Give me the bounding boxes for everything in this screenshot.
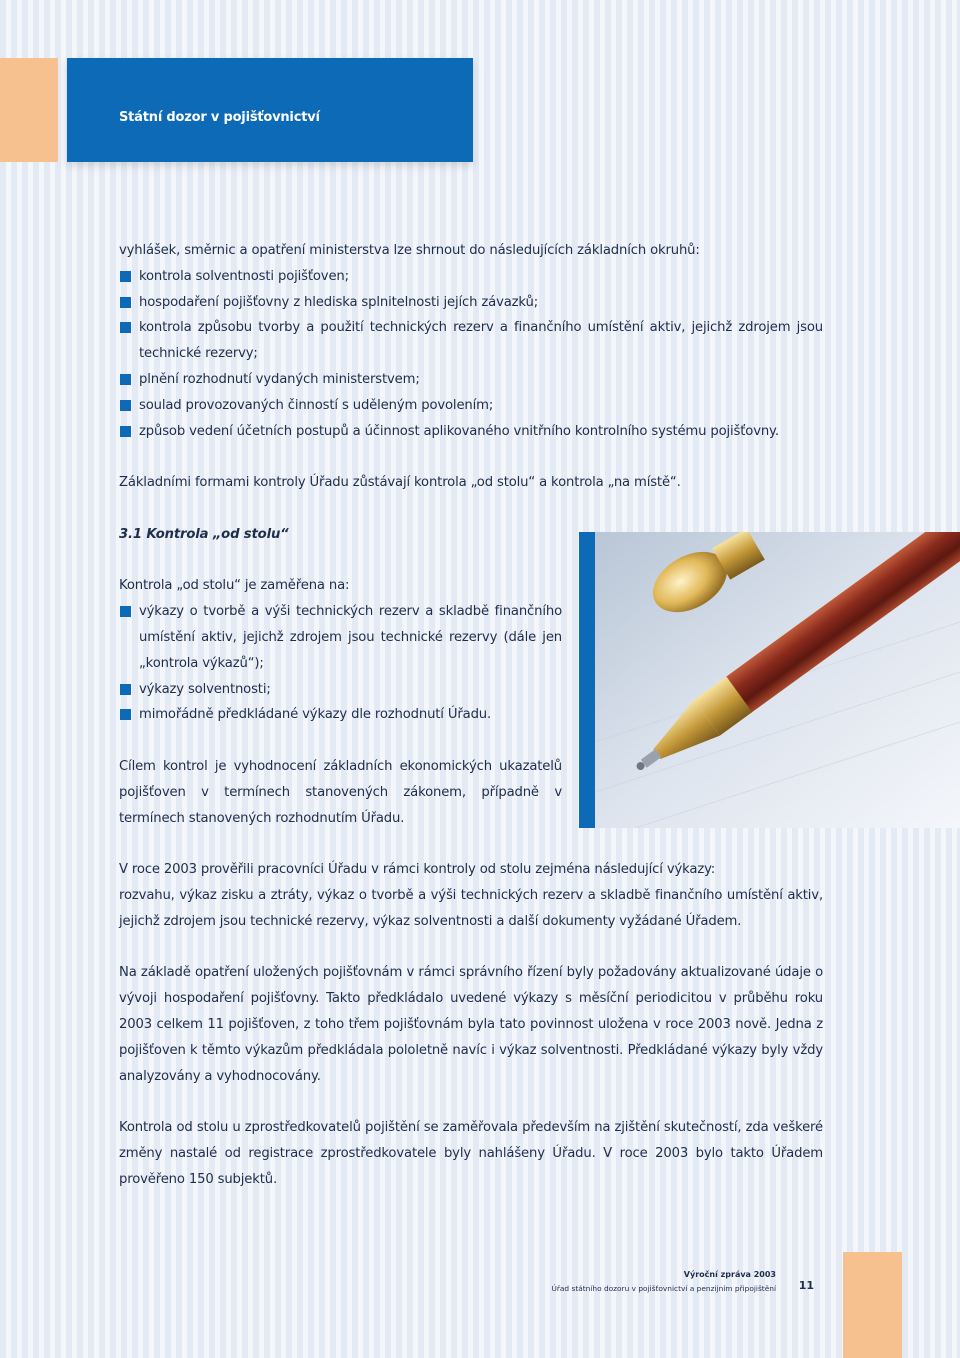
- intro-text: vyhlášek, směrnic a opatření ministerstva lze shrnout do následujících základních okruhů:: [119, 243, 700, 258]
- section-heading: 3.1 Kontrola „od stolu“: [119, 526, 289, 542]
- desk-intro: Kontrola „od stolu“ je zaměřena na:: [119, 578, 350, 594]
- list-item: soulad provozovaných činností s uděleným povolením;: [119, 393, 823, 419]
- chapter-header-box: [67, 58, 473, 162]
- paragraph-2003-body: rozvahu, výkaz zisku a ztráty, výkaz o tvorbě a výši technických rezerv a skladbě finančního umístění aktiv, jejichž zdrojem jsou technické rezervy, výkaz solventnosti a další dokumenty vyžádané Úřadem.: [119, 887, 823, 929]
- footer-organization: Úřad státního dozoru v pojišťovnictví a penzijním připojištění: [551, 1284, 776, 1293]
- pen-photo: [579, 532, 960, 828]
- list-item: výkazy o tvorbě a výši technických rezerv a skladbě finančního umístění aktiv, jejichž zdrojem jsou technické rezervy (dále jen „kontrola výkazů“);: [119, 599, 562, 676]
- goal-paragraph: Cílem kontrol je vyhodnocení základních ekonomických ukazatelů pojišťoven v termínech stanovených zákonem, případně v termínech stanovených rozhodnutím Úřadu.: [119, 758, 562, 826]
- list-item: plnění rozhodnutí vydaných ministerstvem;: [119, 367, 823, 393]
- paragraph-2003-intro: V roce 2003 prověřili pracovníci Úřadu v rámci kontroly od stolu zejména následující výkazy:: [119, 862, 716, 878]
- square-bullet-icon: [120, 684, 131, 695]
- square-bullet-icon: [120, 426, 131, 437]
- list-item: hospodaření pojišťovny z hlediska splnitelnosti jejích závazků;: [119, 290, 823, 316]
- list-item: kontrola způsobu tvorby a použití technických rezerv a finančního umístění aktiv, jejichž zdrojem jsou technické rezervy;: [119, 315, 823, 367]
- forms-text: Základními formami kontroly Úřadu zůstávají kontrola „od stolu“ a kontrola „na místě“.: [119, 475, 681, 491]
- square-bullet-icon: [120, 297, 131, 308]
- photo-accent-bar: [579, 532, 595, 828]
- square-bullet-icon: [120, 709, 131, 720]
- square-bullet-icon: [120, 606, 131, 617]
- square-bullet-icon: [120, 400, 131, 411]
- list-item: výkazy solventnosti;: [119, 677, 562, 703]
- scope-list: [119, 264, 823, 445]
- list-item: mimořádně předkládané výkazy dle rozhodnutí Úřadu.: [119, 702, 562, 728]
- page-number: 11: [798, 1279, 814, 1292]
- footer-report-title: Výroční zpráva 2003: [683, 1270, 776, 1279]
- list-item: způsob vedení účetních postupů a účinnost aplikovaného vnitřního kontrolního systému pojišťovny.: [119, 419, 823, 445]
- square-bullet-icon: [120, 322, 131, 333]
- square-bullet-icon: [120, 374, 131, 385]
- orange-margin-tab-top: [0, 58, 58, 162]
- square-bullet-icon: [120, 271, 131, 282]
- page-footer: [551, 1268, 816, 1298]
- paragraph-measures: Na základě opatření uložených pojišťovnám v rámci správního řízení byly požadovány aktualizované údaje o vývoji hospodaření pojišťovny. Takto předkládalo uvedené výkazy s měsíční periodicitou v průběhu roku 2003 celkem 11 pojišťoven, z toho třem pojišťovnám byla tato povinnost uložena v roce 2003 nově. Jedna z pojišťoven k těmto výkazům předkládala pololetně navíc i výkaz solventnosti. Předkládané výkazy byly vždy analyzovány a vyhodnocovány.: [119, 965, 823, 1084]
- desk-check-list: [119, 599, 562, 728]
- chapter-title: Státní dozor v pojišťovnictví: [119, 110, 320, 125]
- paragraph-intermediaries: Kontrola od stolu u zprostředkovatelů pojištění se zaměřovala především na zjištění skutečností, zda veškeré změny nastalé od registrace zprostředkovatele byly nahlášeny Úřadu. V roce 2003 bylo takto Úřadem prověřeno 150 subjektů.: [119, 1120, 823, 1187]
- list-item: kontrola solventnosti pojišťoven;: [119, 264, 823, 290]
- pen-image: [595, 532, 960, 828]
- orange-margin-tab-bottom: [843, 1252, 902, 1358]
